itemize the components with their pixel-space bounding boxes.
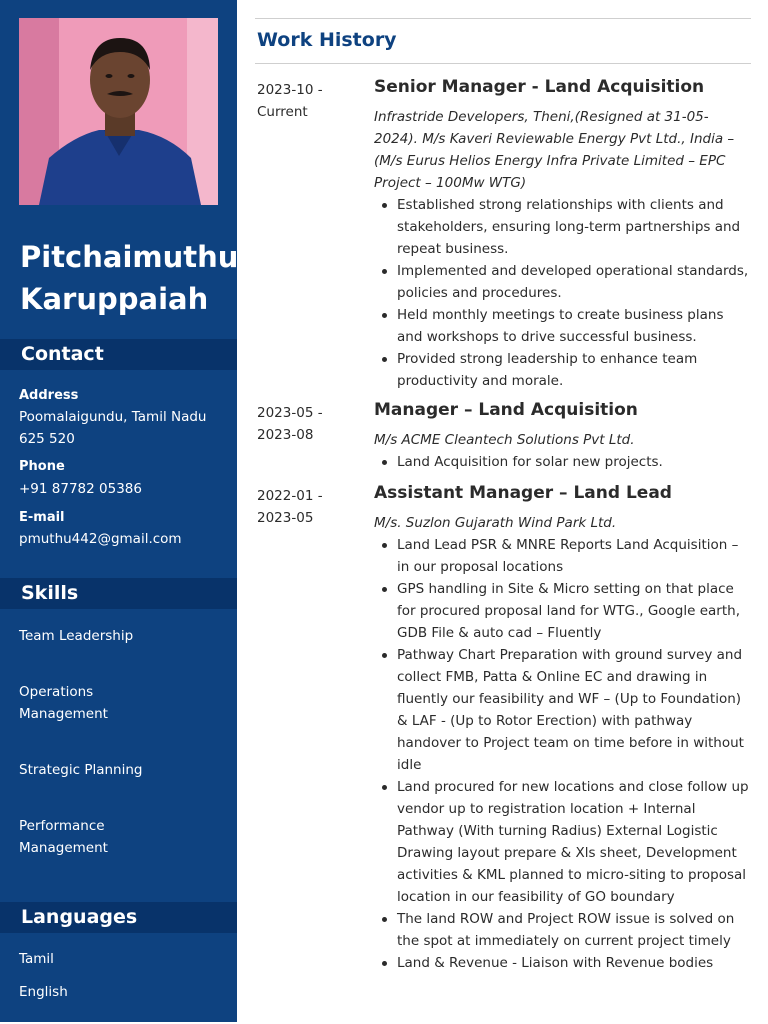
- job-bullet: GPS handling in Site & Micro setting on that place for procured proposal land for WTG., Google earth, GDB File & auto cad – Fluently: [374, 578, 751, 644]
- phone-label: Phone: [19, 459, 65, 474]
- contact-header: [0, 339, 237, 370]
- section-divider: [255, 63, 751, 64]
- language-item: English: [19, 984, 68, 1000]
- job-title: Manager – Land Acquisition: [374, 400, 638, 420]
- last-name: Karuppaiah: [20, 282, 209, 316]
- job-bullets: [374, 451, 751, 473]
- sidebar: [0, 0, 237, 1022]
- email-label: E-mail: [19, 510, 65, 525]
- address-value: Poomalaigundu, Tamil Nadu 625 520: [19, 409, 207, 447]
- first-name: Pitchaimuthu: [20, 240, 239, 274]
- job-bullets: [374, 534, 751, 974]
- job-date: 2022-01 - 2023-05: [257, 488, 323, 526]
- job-bullet: Implemented and developed operational standards, policies and procedures.: [374, 260, 751, 304]
- contact-title: Contact: [21, 343, 104, 365]
- skills-header: [0, 578, 237, 609]
- job-company: Infrastride Developers, Theni,(Resigned at 31-05-2024). M/s Kaveri Reviewable Energy Pvt Ltd., India – (M/s Eurus Helios Energy Infra Private Limited – EPC Project – 100Mw WTG): [374, 109, 735, 191]
- work-history-title: Work History: [257, 29, 397, 51]
- skill-item: Team Leadership: [19, 628, 134, 644]
- address-label: Address: [19, 388, 79, 403]
- job-bullet: Land & Revenue - Liaison with Revenue bodies: [374, 952, 751, 974]
- job-bullet: Land Acquisition for solar new projects.: [374, 451, 751, 473]
- job-bullet: Pathway Chart Preparation with ground survey and collect FMB, Patta & Online EC and drawing in fluently our feasibility and WF – (Up to Foundation) & LAF - (Up to Rotor Erection) with pathway handover to Project team on time before in without idle: [374, 644, 751, 776]
- language-item: Tamil: [19, 951, 54, 967]
- job-bullet: Provided strong leadership to enhance team productivity and morale.: [374, 348, 751, 392]
- job-bullet: Held monthly meetings to create business plans and workshops to drive successful business.: [374, 304, 751, 348]
- skill-item: Performance Management: [19, 818, 108, 856]
- languages-title: Languages: [21, 906, 138, 928]
- job-bullet: Established strong relationships with clients and stakeholders, ensuring long-term partnerships and repeat business.: [374, 194, 751, 260]
- job-company: M/s. Suzlon Gujarath Wind Park Ltd.: [374, 515, 617, 531]
- top-divider: [255, 18, 751, 19]
- job-date: 2023-10 - Current: [257, 82, 323, 120]
- job-company: M/s ACME Cleantech Solutions Pvt Ltd.: [374, 432, 635, 448]
- skill-item: Operations Management: [19, 684, 108, 722]
- job-bullet: Land Lead PSR & MNRE Reports Land Acquisition – in our proposal locations: [374, 534, 751, 578]
- job-bullets: [374, 194, 751, 392]
- job-bullet: The land ROW and Project ROW issue is solved on the spot at immediately on current project timely: [374, 908, 751, 952]
- skill-item: Strategic Planning: [19, 762, 143, 778]
- skills-title: Skills: [21, 582, 79, 604]
- job-date: 2023-05 - 2023-08: [257, 405, 323, 443]
- profile-photo: [19, 18, 218, 205]
- job-title: Senior Manager - Land Acquisition: [374, 77, 705, 97]
- email-value[interactable]: pmuthu442@gmail.com: [19, 531, 182, 547]
- phone-value[interactable]: +91 87782 05386: [19, 481, 142, 497]
- languages-header: [0, 902, 237, 933]
- candidate-name: [20, 236, 238, 320]
- job-bullet: Land procured for new locations and close follow up vendor up to registration location + Internal Pathway (With turning Radius) External Logistic Drawing layout prepare & Xls sheet, Development activities & KML planned to micro-siting to proposal location in our feasibility of GO boundary: [374, 776, 751, 908]
- job-title: Assistant Manager – Land Lead: [374, 483, 672, 503]
